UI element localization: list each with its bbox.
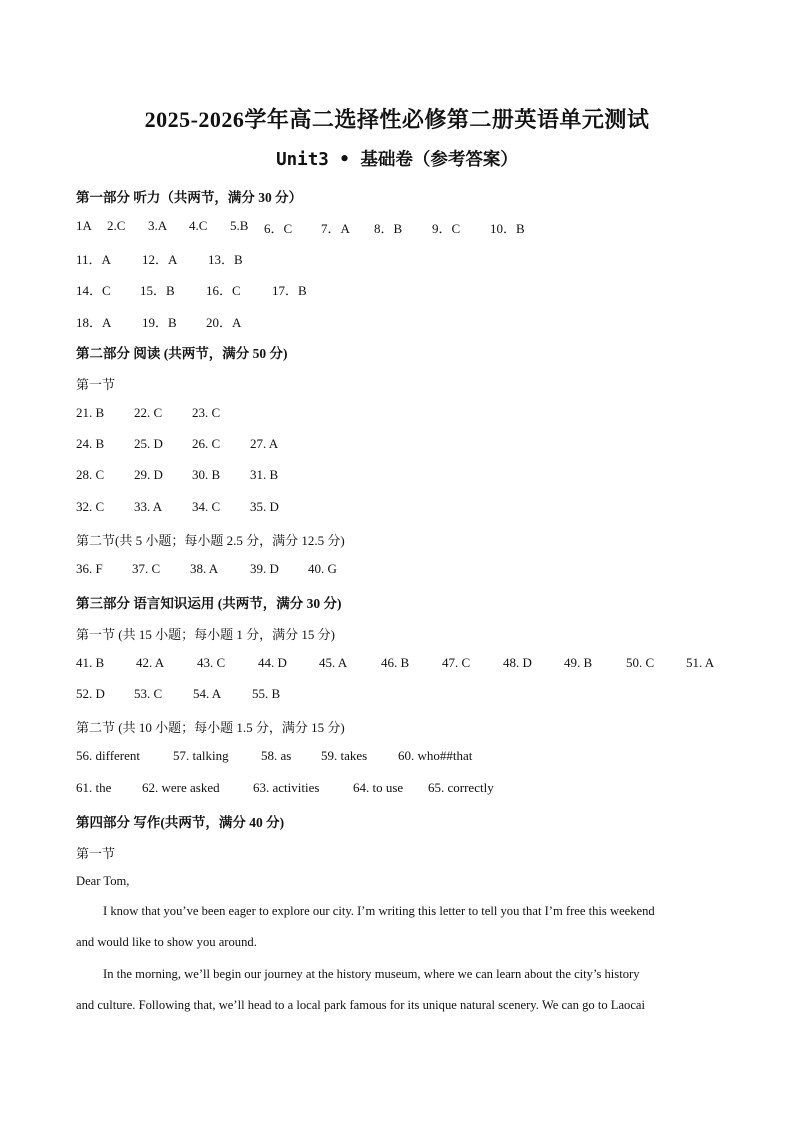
answer-item: 39. D [250,561,279,576]
answer-row [0,436,794,456]
answer-row [0,561,794,581]
letter-paragraph-line: and culture. Following that, we’ll head to a local park famous for its unique natural scenery. We can go to Laocai [76,998,646,1012]
answer-item: 41. B [76,655,105,670]
answer-item: 48. D [503,655,532,670]
answer-item: 25. D [134,436,163,451]
answer-item: 46. B [381,655,410,670]
answer-item: 16．C [206,283,241,298]
letter-paragraph-line: and would like to show you around. [76,935,257,949]
answer-item: 36. F [76,561,103,576]
letter-paragraph-line: I know that you’ve been eager to explore our city. I’m writing this letter to tell you that I’m free this weekend [103,904,655,918]
answer-item: 26. C [192,436,221,451]
answer-item: 6．C [264,221,293,236]
answer-item: 21. B [76,405,105,420]
answer-item: 1A [76,218,92,233]
answer-item: 50. C [626,655,655,670]
answer-item: 18．A [76,315,112,330]
answer-row [0,467,794,487]
answer-item: 31. B [250,467,279,482]
answer-item: 42. A [136,655,165,670]
answer-item: 38. A [190,561,219,576]
answer-item: 9．C [432,221,461,236]
part2-heading: 第二部分 阅读 (共两节，满分 50 分) [76,346,288,361]
part4-heading: 第四部分 写作(共两节，满分 40 分) [76,815,285,830]
answer-item: 28. C [76,467,105,482]
section-heading: 第二节 (共 10 小题；每小题 1.5 分，满分 15 分) [76,720,345,735]
answer-item: 40. G [308,561,337,576]
page-title: 2025-2026学年高二选择性必修第二册英语单元测试 [144,107,650,132]
answer-item: 30. B [192,467,221,482]
answer-item: 47. C [442,655,471,670]
answer-item: 32. C [76,499,105,514]
section-heading: 第二节(共 5 小题；每小题 2.5 分，满分 12.5 分) [76,533,345,548]
part3-heading: 第三部分 语言知识运用 (共两节，满分 30 分) [76,596,342,611]
answer-item: 23. C [192,405,221,420]
answer-item: 57. talking [173,748,229,763]
answer-item: 29. D [134,467,163,482]
answer-row [0,280,794,300]
answer-item: 24. B [76,436,105,451]
answer-item: 33. A [134,499,163,514]
answer-item: 54. A [193,686,222,701]
answer-item: 17．B [272,283,307,298]
answer-row [0,499,794,519]
answer-item: 7．A [321,221,350,236]
answer-item: 35. D [250,499,279,514]
answer-item: 20．A [206,315,242,330]
answer-row [0,312,794,332]
answer-item: 61. the [76,780,112,795]
answer-item: 10．B [490,221,525,236]
answer-item: 11．A [76,252,111,267]
answer-row [0,748,794,768]
answer-item: 60. who##that [398,748,473,763]
answer-item: 49. B [564,655,593,670]
answer-item: 8．B [374,221,403,236]
answer-item: 52. D [76,686,105,701]
answer-item: 2.C [107,218,126,233]
answer-item: 34. C [192,499,221,514]
answer-item: 51. A [686,655,715,670]
answer-item: 12．A [142,252,178,267]
answer-item: 27. A [250,436,279,451]
answer-item: 56. different [76,748,141,763]
answer-item: 37. C [132,561,161,576]
answer-row [0,249,794,269]
answer-item: 19．B [142,315,177,330]
answer-item: 55. B [252,686,281,701]
answer-row [0,780,794,800]
answer-row [0,655,794,675]
answer-item: 44. D [258,655,287,670]
section-heading: 第一节 [76,846,116,861]
answer-item: 15．B [140,283,175,298]
answer-row [0,686,794,706]
answer-item: 3.A [148,218,168,233]
page-subtitle: Unit3 • 基础卷（参考答案） [276,150,518,170]
letter-greeting: Dear Tom, [76,874,130,888]
answer-item: 13．B [208,252,243,267]
answer-item: 45. A [319,655,348,670]
answer-item: 58. as [261,748,292,763]
answer-item: 59. takes [321,748,368,763]
answer-item: 62. were asked [142,780,220,795]
answer-row [0,218,794,238]
answer-item: 64. to use [353,780,404,795]
answer-item: 53. C [134,686,163,701]
section-heading: 第一节 [76,377,116,392]
answer-item: 63. activities [253,780,320,795]
letter-paragraph-line: In the morning, we’ll begin our journey at the history museum, where we can learn about the city’s history [103,967,640,981]
answer-item: 22. C [134,405,163,420]
answer-item: 65. correctly [428,780,494,795]
section-heading: 第一节 (共 15 小题；每小题 1 分，满分 15 分) [76,627,335,642]
answer-item: 43. C [197,655,226,670]
part1-heading: 第一部分 听力（共两节，满分 30 分） [76,190,303,205]
answer-row [0,405,794,425]
answer-item: 5.B [230,218,249,233]
answer-item: 14．C [76,283,111,298]
answer-item: 4.C [189,218,208,233]
